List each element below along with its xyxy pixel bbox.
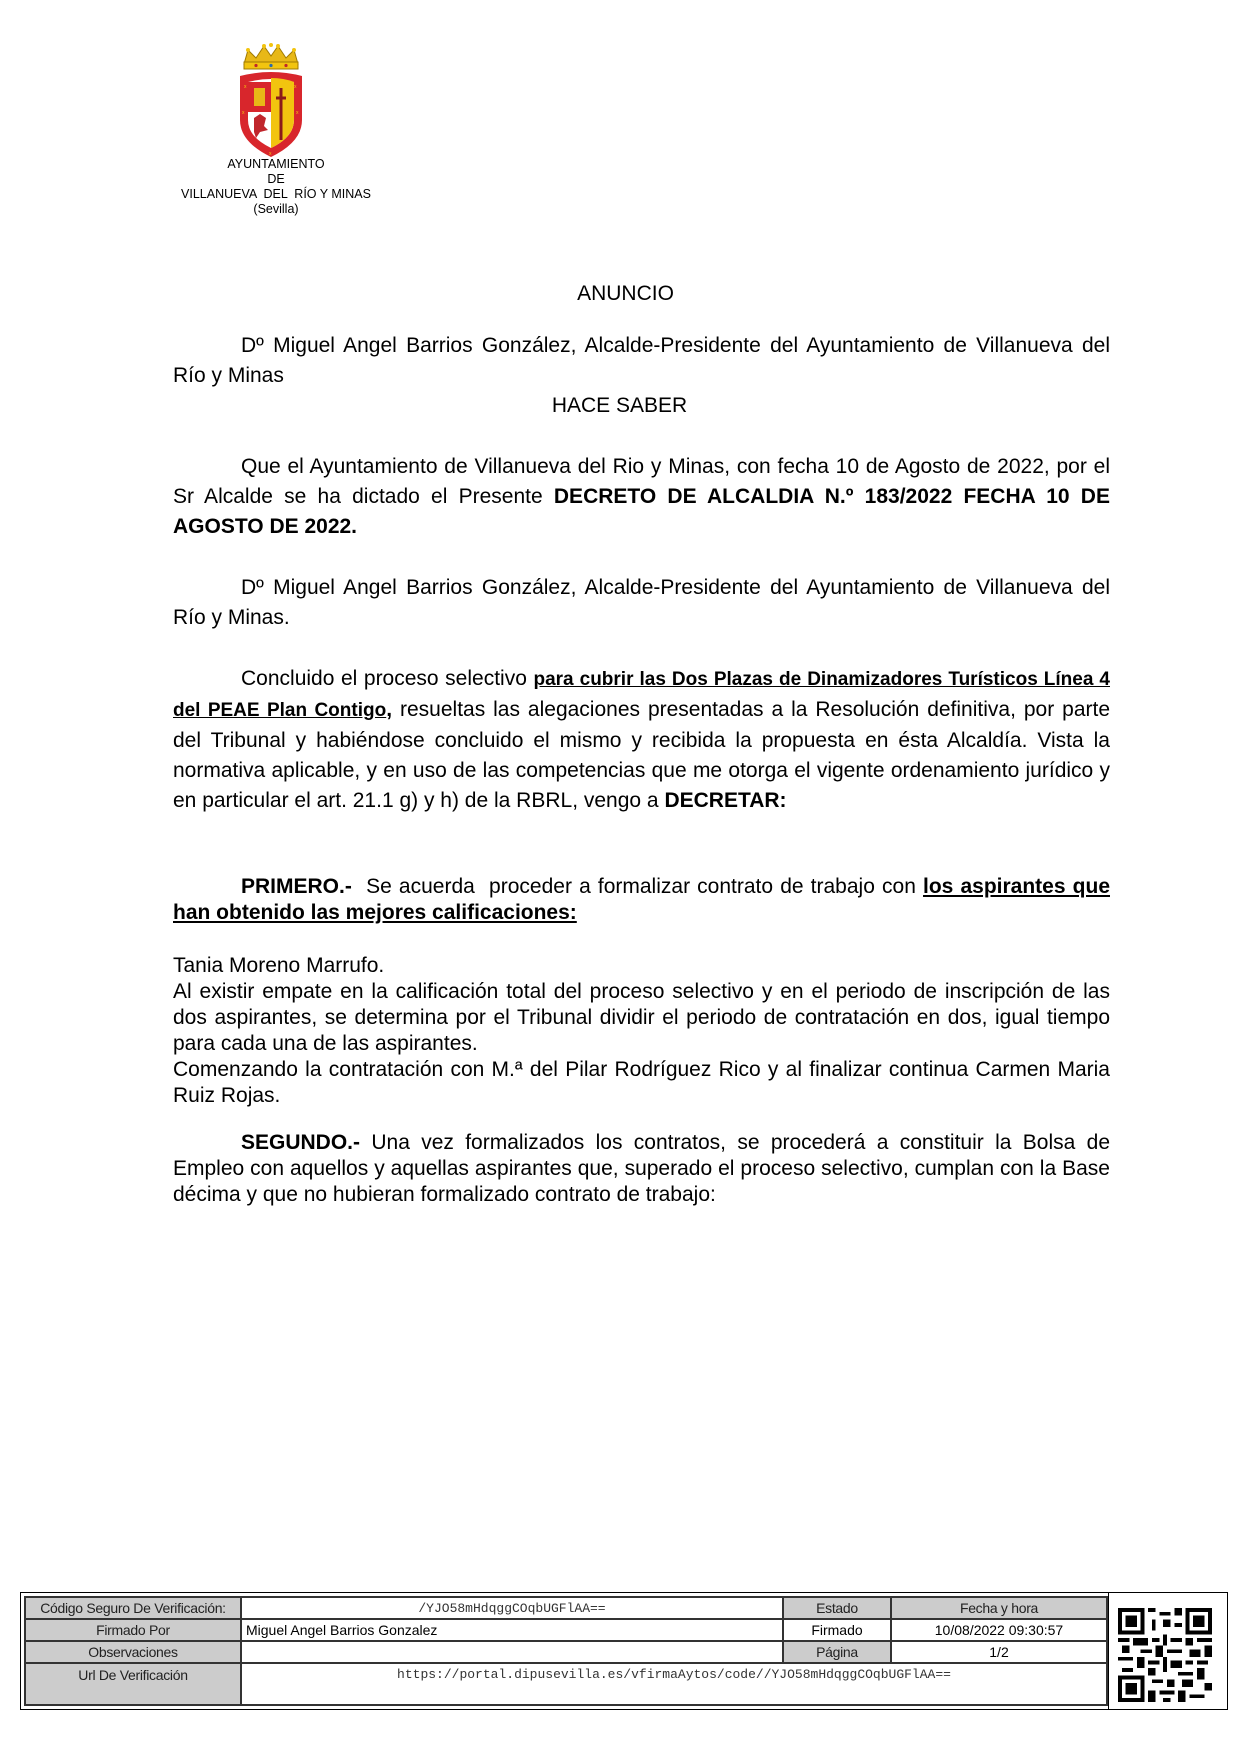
pagina-value: 1/2 — [891, 1641, 1107, 1663]
list-item: Al existir empate en la calificación total del proceso selectivo y en el periodo de inscripción de las dos aspirantes, se determina por el Tribunal dividir el periodo de contratación en dos, igual tiempo para cada una de las aspirantes. — [173, 980, 1110, 1055]
observaciones-label: Observaciones — [25, 1641, 241, 1663]
org-line: DE — [267, 172, 285, 186]
process-title: para cubrir las Dos Plazas de Dinamizadores Turísticos Línea 4 del PEAE Plan Contigo — [173, 669, 1110, 721]
qr-code-icon[interactable] — [1118, 1608, 1212, 1702]
table-row — [25, 1663, 1107, 1705]
estado-label: Estado — [783, 1597, 891, 1619]
candidate-list — [173, 953, 1110, 1109]
org-line: VILLANUEVA DEL RÍO Y MINAS — [181, 187, 371, 201]
verification-url-link[interactable]: https://portal.dipusevilla.es/vfirmaAytos/code//YJO58mHdqggCOqbUGFlAA== — [241, 1663, 1107, 1705]
paragraph-mayor: Dº Miguel Angel Barrios González, Alcalde-Presidente del Ayuntamiento de Villanueva del Río y Minas. — [173, 576, 1110, 629]
fecha-value: 10/08/2022 09:30:57 — [891, 1619, 1107, 1641]
process-intro: Concluido el proceso selectivo — [241, 667, 534, 690]
list-item: Tania Moreno Marrufo. — [173, 954, 385, 977]
primero-label: PRIMERO.- — [241, 875, 352, 898]
svg-text:x: x — [296, 110, 299, 116]
coat-of-arms-icon — [234, 42, 308, 160]
primero-text: Se acuerda proceder a formalizar contrato de trabajo con — [351, 875, 924, 898]
signature-table — [24, 1596, 1108, 1706]
estado-value: Firmado — [783, 1619, 891, 1641]
paragraph-decree-text: Que el Ayuntamiento de Villanueva del Rio y Minas, con fecha 10 de Agosto de 2022, por el Sr Alcalde se ha dictado el Presente — [173, 455, 1110, 508]
firmado-por-value: Miguel Angel Barrios Gonzalez — [241, 1619, 783, 1641]
svg-text:x: x — [269, 151, 272, 157]
table-row — [25, 1619, 1107, 1641]
segundo-label: SEGUNDO.- — [241, 1131, 361, 1154]
organization-name — [160, 157, 392, 217]
document-title: ANUNCIO — [577, 282, 674, 305]
url-label: Url De Verificación — [25, 1663, 241, 1705]
table-row — [25, 1641, 1107, 1663]
csv-label: Código Seguro De Verificación: — [25, 1597, 241, 1619]
paragraph-intro: Dº Miguel Angel Barrios González, Alcalde-Presidente del Ayuntamiento de Villanueva del Río y Minas — [173, 334, 1110, 387]
org-line: AYUNTAMIENTO — [227, 157, 325, 171]
observaciones-value — [241, 1641, 783, 1663]
segundo-text: Una vez formalizados los contratos, se procederá a constituir la Bolsa de Empleo con aquellos y aquellas aspirantes que, superado el proceso selectivo, cumplan con la Base décima y que no hubieran formalizado contrato de trabajo: — [173, 1131, 1110, 1206]
fecha-label: Fecha y hora — [891, 1597, 1107, 1619]
paragraph-segundo — [173, 1130, 1110, 1208]
paragraph-process — [173, 664, 1110, 816]
paragraph-decree — [173, 452, 1110, 542]
paragraph-primero — [173, 874, 1110, 926]
process-comma: , — [386, 698, 393, 721]
hace-saber-heading: HACE SABER — [551, 394, 688, 417]
firmado-por-label: Firmado Por — [25, 1619, 241, 1641]
org-line: (Sevilla) — [253, 202, 299, 216]
decree-reference: DECRETO DE ALCALDIA N.º 183/2022 FECHA 10 DE AGOSTO DE 2022. — [173, 485, 1110, 538]
svg-text:x: x — [242, 110, 245, 116]
pagina-label: Página — [783, 1641, 891, 1663]
decretar-label: DECRETAR: — [664, 789, 787, 812]
csv-value: /YJO58mHdqggCOqbUGFlAA== — [241, 1597, 783, 1619]
table-row — [25, 1597, 1107, 1619]
svg-text:x: x — [244, 84, 247, 90]
process-body: resueltas las alegaciones presentadas a la Resolución definitiva, por parte del Tribunal y habiéndose concluido el mismo y recibida la propuesta en ésta Alcaldía. Vista la normativa aplicable, y en uso de las competencias que me otorga el vigente ordenamiento jurídico y en particular el art. 21.1 g) y h) de la RBRL, vengo a — [173, 698, 1111, 812]
svg-text:x: x — [294, 84, 297, 90]
list-item: Comenzando la contratación con M.ª del Pilar Rodríguez Rico y al finalizar continua Carmen Maria Ruiz Rojas. — [173, 1058, 1110, 1107]
primero-emphasis: los aspirantes que han obtenido las mejores calificaciones: — [173, 875, 1110, 924]
